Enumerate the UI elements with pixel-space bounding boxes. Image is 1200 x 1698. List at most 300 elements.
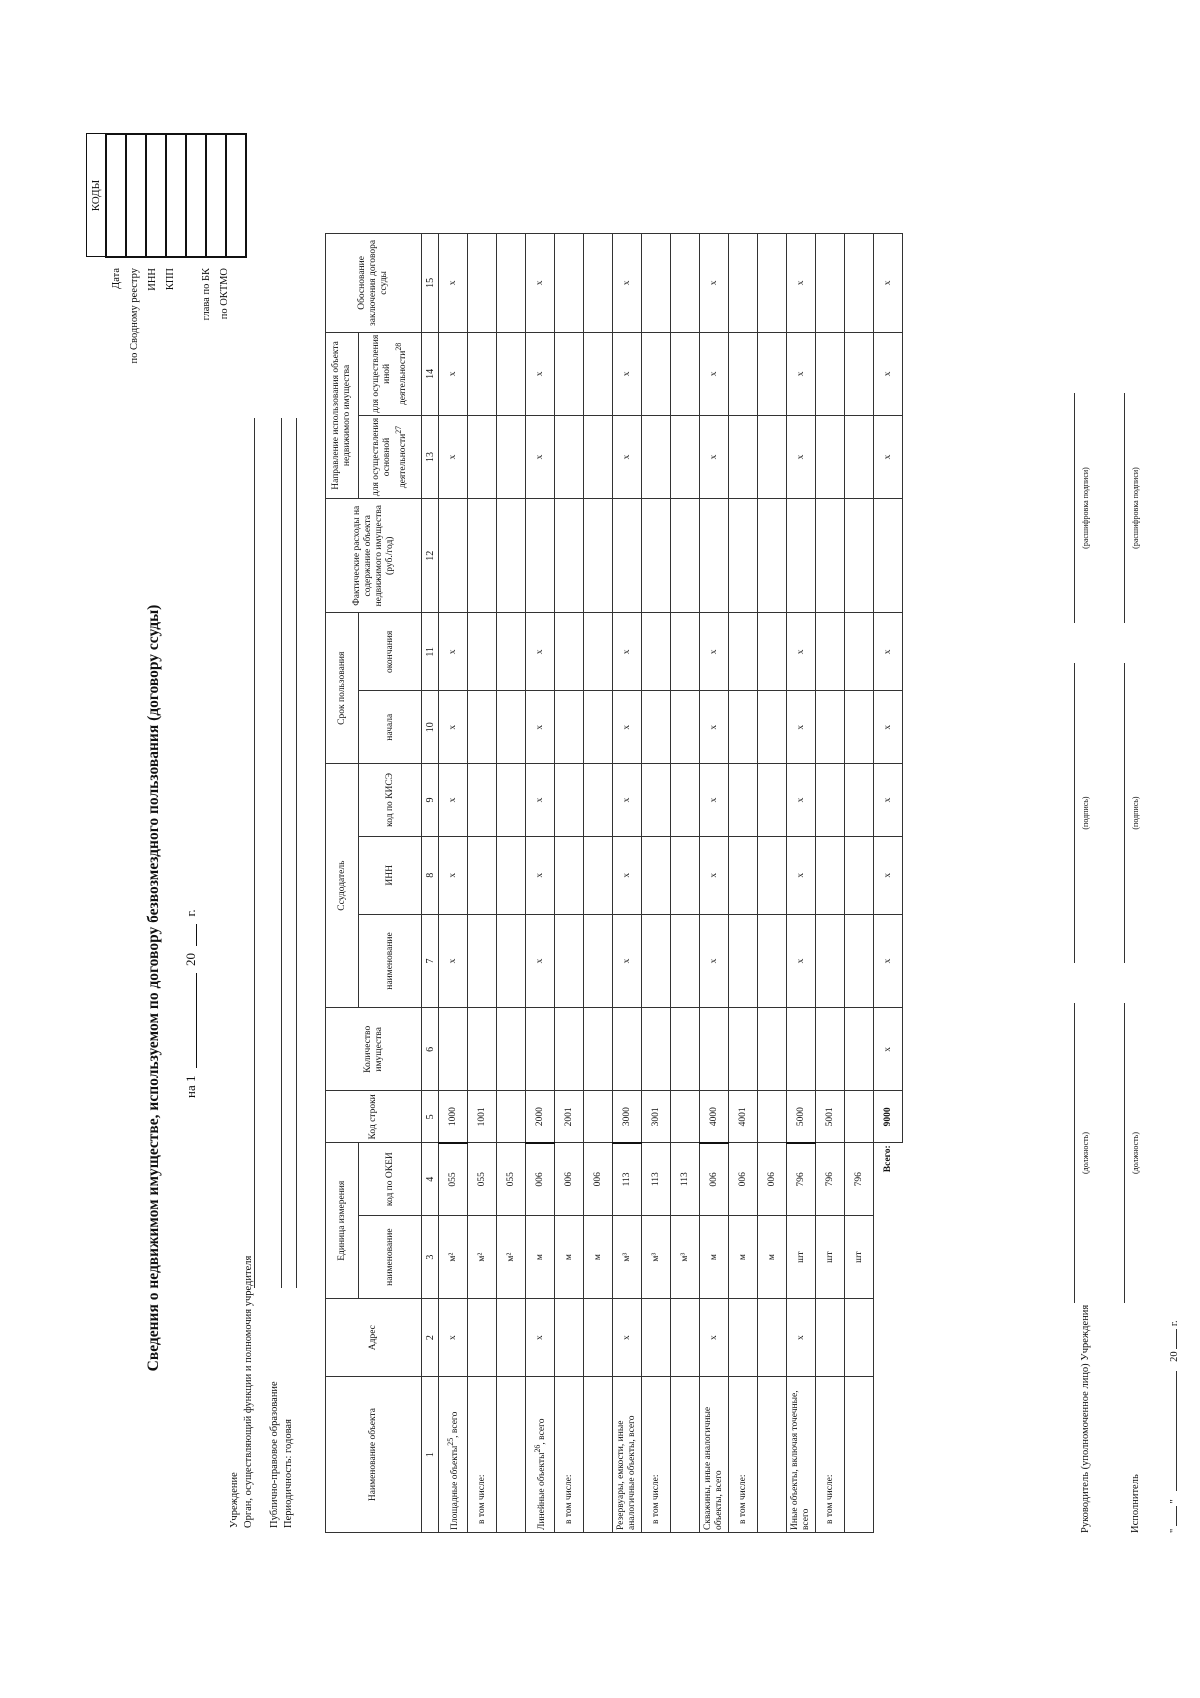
cell-justification[interactable] [671,234,700,333]
cell-lender-name: x [613,914,642,1008]
cell-lender-name[interactable] [497,914,526,1008]
cell-actual-expenses[interactable] [642,499,671,613]
cell-lender-inn[interactable] [497,836,526,914]
cell-lender-inn[interactable] [584,836,613,914]
cell-lender-inn: x [613,836,642,914]
executor-position-wrap [1110,1003,1142,1303]
col-header-other-activity [359,332,422,415]
cell-term-end: x [439,613,468,691]
executor-signature-field[interactable] [1110,663,1125,963]
cell-term-start[interactable] [758,691,787,764]
form-title: Сведения о недвижимом имуществе, используемом по договору безвозмездного пользования (договору ссуды) [145,604,162,1372]
code-label-bk: глава по БК [201,268,212,321]
head-position-field[interactable] [1060,1003,1075,1303]
cell-quantity[interactable] [468,1008,497,1091]
object-name-text: Скважины, иные аналогичные объекты, всего [703,1406,724,1530]
cell-other-activity: x [613,332,642,415]
cell-address[interactable] [845,1299,874,1377]
table-row [642,234,671,1533]
cell-justification[interactable] [555,234,584,333]
cell-unit-name: м [700,1216,729,1299]
col-header-kise: код по КИСЭ [359,764,422,837]
cell-justification[interactable] [584,234,613,333]
code-empty-cell[interactable] [186,134,206,257]
cell-address[interactable] [671,1299,700,1377]
cell-lender-name: x [700,914,729,1008]
cell-other-activity[interactable] [584,332,613,415]
signature-block [1060,233,1181,1533]
total-cell-quantity: x [874,1008,903,1091]
cell-lender-name[interactable] [845,914,874,1008]
total-cell-lender-inn: x [874,836,903,914]
cell-justification[interactable] [642,234,671,333]
date-day-month-field[interactable] [196,973,197,1068]
cell-justification[interactable] [758,234,787,333]
cell-lender-name[interactable] [584,914,613,1008]
cell-other-activity[interactable] [555,332,584,415]
cell-other-activity[interactable] [671,332,700,415]
cell-term-end[interactable] [845,613,874,691]
object-name-text: в том числе: [737,1474,748,1524]
cell-address[interactable] [555,1299,584,1377]
column-number-1: 1 [422,1377,439,1533]
cell-main-activity[interactable] [497,415,526,498]
cell-term-end: x [526,613,555,691]
date-year-field[interactable] [196,924,197,946]
head-signature-row [1060,233,1092,1533]
cell-address[interactable] [816,1299,845,1377]
cell-term-start: x [526,691,555,764]
cell-term-start[interactable] [729,691,758,764]
code-date-cell[interactable] [106,134,126,257]
cell-justification: x [700,234,729,333]
table-row [700,234,729,1533]
head-signature-wrap [1060,663,1092,963]
date-prefix: на 1 [183,1075,198,1098]
cell-term-end: x [787,613,816,691]
cell-main-activity: x [526,415,555,498]
cell-quantity[interactable] [526,1008,555,1091]
cell-kise-code[interactable] [584,764,613,837]
sign-year-field[interactable] [1164,1329,1177,1349]
head-signature-field[interactable] [1060,663,1075,963]
property-table [325,233,903,1533]
executor-label: Исполнитель [1130,1474,1141,1533]
main-activity-footnote: 27 [393,425,403,434]
cell-address[interactable] [584,1299,613,1377]
cell-okei-code: 006 [526,1143,555,1216]
cell-lender-name[interactable] [555,914,584,1008]
code-bk-cell[interactable] [206,134,226,257]
head-label: Руководитель (уполномоченное лицо) Учреждения [1080,1304,1091,1533]
object-name-suffix: , всего [537,1418,548,1445]
cell-other-activity[interactable] [729,332,758,415]
total-cell-other-activity: x [874,332,903,415]
code-labels [90,268,236,398]
cell-justification[interactable] [729,234,758,333]
sign-month-field[interactable] [1164,1371,1177,1491]
cell-quantity[interactable] [816,1008,845,1091]
cell-lender-inn: x [787,836,816,914]
public-entity-field[interactable] [282,418,297,1288]
cell-row-code[interactable] [845,1091,874,1143]
cell-quantity[interactable] [584,1008,613,1091]
cell-other-activity[interactable] [816,332,845,415]
cell-lender-inn[interactable] [758,836,787,914]
cell-other-activity[interactable] [758,332,787,415]
cell-term-start[interactable] [671,691,700,764]
cell-quantity[interactable] [845,1008,874,1091]
table-row [758,234,787,1533]
cell-term-end[interactable] [729,613,758,691]
cell-actual-expenses[interactable] [787,499,816,613]
codes-box [86,133,247,258]
cell-kise-code[interactable] [758,764,787,837]
label-founder-organ: Орган, осуществляющий функции и полномочия учредителя [243,1255,254,1528]
cell-address[interactable] [729,1299,758,1377]
cell-unit-name: м³ [613,1216,642,1299]
cell-okei-code: 055 [497,1143,526,1216]
col-header-address: Адрес [326,1299,422,1377]
head-position-wrap [1060,1003,1092,1303]
column-number-3: 3 [422,1216,439,1299]
cell-okei-code: 796 [787,1143,816,1216]
head-decode-field[interactable] [1060,393,1075,623]
col-header-object-name: Наименование объекта [326,1377,422,1533]
executor-decode-field[interactable] [1110,393,1125,623]
column-number-11: 11 [422,613,439,691]
table-row [816,234,845,1533]
cell-address: x [439,1299,468,1377]
cell-main-activity[interactable] [729,415,758,498]
table-row [468,234,497,1533]
cell-unit-name: м [729,1216,758,1299]
cell-term-start[interactable] [468,691,497,764]
col-header-lender-group: Ссудодатель [326,764,359,1008]
cell-row-code: 1000 [439,1091,468,1143]
cell-term-start: x [787,691,816,764]
report-date-line [183,909,199,1098]
total-label: Всего: [882,1145,893,1173]
cell-address[interactable] [642,1299,671,1377]
cell-okei-code: 055 [439,1143,468,1216]
cell-term-end: x [613,613,642,691]
cell-quantity[interactable] [497,1008,526,1091]
cell-quantity[interactable] [758,1008,787,1091]
cell-kise-code[interactable] [845,764,874,837]
cell-main-activity[interactable] [816,415,845,498]
cell-main-activity[interactable] [468,415,497,498]
object-name-text: в том числе: [476,1474,487,1524]
table-row [497,234,526,1533]
cell-quantity[interactable] [671,1008,700,1091]
cell-main-activity[interactable] [671,415,700,498]
cell-actual-expenses[interactable] [816,499,845,613]
cell-object-name [584,1377,613,1533]
header-fill-lines [240,418,297,1288]
cell-address[interactable] [758,1299,787,1377]
cell-lender-inn[interactable] [729,836,758,914]
cell-row-code: 2000 [526,1091,555,1143]
cell-other-activity[interactable] [845,332,874,415]
cell-okei-code: 006 [555,1143,584,1216]
cell-okei-code: 055 [468,1143,497,1216]
executor-decode-caption: (расшифровка подписи) [1131,467,1140,549]
cell-kise-code: x [700,764,729,837]
cell-quantity[interactable] [700,1008,729,1091]
total-cell-lender-name: x [874,914,903,1008]
date-suffix: г. [183,909,198,917]
cell-justification[interactable] [845,234,874,333]
table-body [439,234,903,1533]
date-year-prefix: 20 [183,953,198,967]
cell-term-start[interactable] [497,691,526,764]
cell-lender-inn[interactable] [671,836,700,914]
signature-date-row [1164,233,1181,1533]
column-number-4: 4 [422,1143,439,1216]
cell-lender-name[interactable] [816,914,845,1008]
total-cell-main-activity: x [874,415,903,498]
cell-lender-inn[interactable] [845,836,874,914]
column-number-2: 2 [422,1299,439,1377]
cell-object-name [468,1377,497,1533]
cell-term-end[interactable] [816,613,845,691]
cell-actual-expenses[interactable] [613,499,642,613]
cell-term-start[interactable] [555,691,584,764]
column-number-14: 14 [422,332,439,415]
cell-kise-code[interactable] [729,764,758,837]
cell-lender-name[interactable] [758,914,787,1008]
total-cell-kise-code: x [874,764,903,837]
cell-okei-code: 113 [613,1143,642,1216]
col-header-okei: код по ОКЕИ [359,1143,422,1216]
cell-lender-inn[interactable] [816,836,845,914]
cell-unit-name: шт [816,1216,845,1299]
total-cell-actual-expenses[interactable] [874,499,903,613]
cell-row-code[interactable] [671,1091,700,1143]
cell-lender-inn[interactable] [642,836,671,914]
cell-other-activity: x [700,332,729,415]
cell-other-activity: x [787,332,816,415]
cell-justification[interactable] [816,234,845,333]
cell-actual-expenses[interactable] [555,499,584,613]
cell-actual-expenses[interactable] [584,499,613,613]
executor-decode-wrap [1110,393,1142,623]
column-number-9: 9 [422,764,439,837]
cell-object-name [439,1377,468,1533]
cell-kise-code[interactable] [642,764,671,837]
col-header-justification: Обоснование заключения договора ссуды [326,234,422,333]
cell-actual-expenses[interactable] [468,499,497,613]
col-header-lender-name: наименование [359,914,422,1008]
cell-quantity[interactable] [729,1008,758,1091]
table-row [729,234,758,1533]
cell-term-start[interactable] [642,691,671,764]
total-cell-term-end: x [874,613,903,691]
code-label-empty [182,268,200,398]
code-label-inn: ИНН [147,268,158,291]
cell-kise-code: x [787,764,816,837]
table-row [787,234,816,1533]
cell-term-end[interactable] [497,613,526,691]
table-row [671,234,700,1533]
cell-row-code[interactable] [758,1091,787,1143]
executor-signature-row [1110,233,1142,1533]
column-number-6: 6 [422,1008,439,1091]
cell-term-end[interactable] [584,613,613,691]
cell-row-code[interactable] [497,1091,526,1143]
cell-actual-expenses[interactable] [671,499,700,613]
cell-main-activity[interactable] [555,415,584,498]
cell-object-name [555,1377,584,1533]
cell-actual-expenses[interactable] [700,499,729,613]
cell-unit-name: м² [468,1216,497,1299]
cell-okei-code: 796 [845,1143,874,1216]
total-cell-row-code: 9000 [874,1091,903,1143]
table-row [613,234,642,1533]
column-number-8: 8 [422,836,439,914]
cell-lender-name[interactable] [729,914,758,1008]
cell-actual-expenses[interactable] [845,499,874,613]
cell-lender-inn: x [526,836,555,914]
cell-kise-code[interactable] [497,764,526,837]
cell-unit-name: м [526,1216,555,1299]
cell-object-name [613,1377,642,1533]
cell-term-end[interactable] [555,613,584,691]
cell-term-end[interactable] [758,613,787,691]
cell-row-code[interactable] [584,1091,613,1143]
sign-day-field[interactable] [1164,1506,1177,1526]
cell-object-name [758,1377,787,1533]
cell-term-start: x [439,691,468,764]
cell-lender-name[interactable] [671,914,700,1008]
cell-kise-code[interactable] [468,764,497,837]
main-activity-text: для осуществления основной деятельности [370,417,409,497]
cell-actual-expenses[interactable] [526,499,555,613]
cell-lender-name[interactable] [642,914,671,1008]
code-inn-cell[interactable] [146,134,166,257]
cell-kise-code: x [526,764,555,837]
cell-term-end[interactable] [642,613,671,691]
cell-actual-expenses[interactable] [497,499,526,613]
cell-lender-inn: x [439,836,468,914]
cell-quantity[interactable] [642,1008,671,1091]
object-name-text: в том числе: [824,1474,835,1524]
executor-position-field[interactable] [1110,1003,1125,1303]
cell-lender-inn[interactable] [555,836,584,914]
other-activity-text: для осуществления иной деятельности [370,334,409,413]
cell-quantity[interactable] [787,1008,816,1091]
head-decode-wrap [1060,393,1092,623]
cell-quantity[interactable] [439,1008,468,1091]
object-name-text: Резервуары, емкости, иные аналогичные объекты, всего [616,1415,637,1530]
cell-unit-name: шт [787,1216,816,1299]
column-number-12: 12 [422,499,439,613]
cell-main-activity: x [439,415,468,498]
code-registry-cell[interactable] [126,134,146,257]
cell-row-code: 4001 [729,1091,758,1143]
cell-okei-code: 006 [700,1143,729,1216]
cell-object-name [845,1377,874,1533]
object-name-text: Иные объекты, включая точечные, всего [790,1390,811,1530]
cell-object-name [700,1377,729,1533]
object-name-text: в том числе: [563,1474,574,1524]
cell-kise-code[interactable] [816,764,845,837]
cell-main-activity: x [613,415,642,498]
code-kpp-cell[interactable] [166,134,186,257]
cell-quantity[interactable] [613,1008,642,1091]
cell-justification[interactable] [468,234,497,333]
label-public-entity: Публично-правовое образование [269,1381,280,1528]
cell-kise-code[interactable] [671,764,700,837]
object-name-text: Площадные объекты [450,1445,461,1530]
cell-address: x [526,1299,555,1377]
cell-address[interactable] [497,1299,526,1377]
cell-term-start[interactable] [584,691,613,764]
col-header-row-code: Код строки [326,1091,422,1143]
cell-justification: x [787,234,816,333]
cell-lender-name[interactable] [468,914,497,1008]
institution-field[interactable] [240,418,255,1288]
cell-kise-code[interactable] [555,764,584,837]
cell-term-start: x [613,691,642,764]
sign-year-suffix: г. [1169,1320,1180,1327]
cell-other-activity[interactable] [642,332,671,415]
column-number-10: 10 [422,691,439,764]
cell-justification[interactable] [497,234,526,333]
cell-unit-name: шт [845,1216,874,1299]
cell-okei-code: 796 [816,1143,845,1216]
cell-quantity[interactable] [555,1008,584,1091]
cell-actual-expenses[interactable] [758,499,787,613]
cell-okei-code: 006 [584,1143,613,1216]
cell-lender-inn[interactable] [468,836,497,914]
cell-main-activity[interactable] [758,415,787,498]
cell-term-start: x [700,691,729,764]
object-name-footnote: 25 [445,1437,455,1446]
cell-other-activity[interactable] [468,332,497,415]
table-row [439,234,468,1533]
cell-term-end[interactable] [671,613,700,691]
cell-main-activity: x [700,415,729,498]
cell-main-activity[interactable] [845,415,874,498]
cell-other-activity[interactable] [497,332,526,415]
object-name-suffix: , всего [450,1411,461,1438]
cell-actual-expenses[interactable] [439,499,468,613]
cell-lender-name: x [439,914,468,1008]
table-row [555,234,584,1533]
cell-main-activity[interactable] [584,415,613,498]
code-oktmo-cell[interactable] [226,134,246,257]
cell-main-activity[interactable] [642,415,671,498]
column-number-15: 15 [422,234,439,333]
cell-unit-name: м² [497,1216,526,1299]
cell-row-code: 5001 [816,1091,845,1143]
cell-term-end[interactable] [468,613,497,691]
code-label-date: Дата [111,268,122,289]
cell-term-start[interactable] [845,691,874,764]
cell-term-start[interactable] [816,691,845,764]
cell-other-activity: x [526,332,555,415]
cell-okei-code: 006 [758,1143,787,1216]
cell-address: x [613,1299,642,1377]
cell-address[interactable] [468,1299,497,1377]
label-periodicity: Периодичность: годовая [283,1419,294,1528]
founder-organ-field[interactable] [255,418,282,1288]
cell-object-name [497,1377,526,1533]
cell-actual-expenses[interactable] [729,499,758,613]
col-header-quantity: Количество имущества [326,1008,422,1091]
